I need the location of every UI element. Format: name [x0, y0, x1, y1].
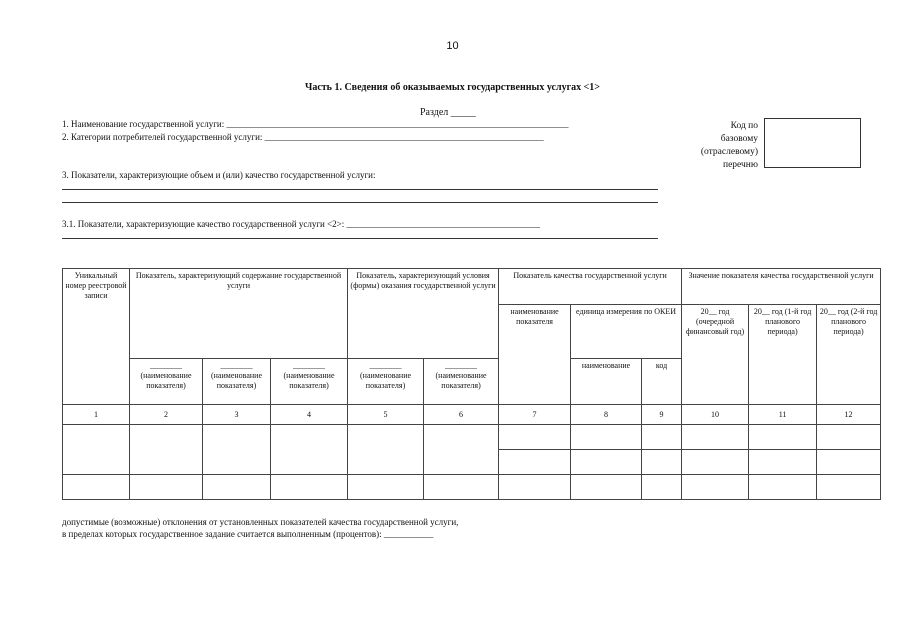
table-cell: [203, 475, 271, 500]
table-cell: [271, 425, 348, 475]
blank-line: [62, 238, 658, 239]
table-cell: [749, 450, 817, 475]
deviation-note-line: допустимые (возможные) отклонения от установленных показателей качества государственной услуги,: [62, 517, 459, 527]
table-cell: [571, 425, 642, 450]
table-cell: [682, 475, 749, 500]
blank-line: [62, 189, 658, 190]
header-conditions-indicator: Показатель, характеризующий условия (формы) оказания государственной услуги: [348, 269, 499, 359]
blank-underline: ________: [445, 361, 478, 370]
subheader-label: (наименование показателя): [140, 371, 192, 390]
service-name-field: 1. Наименование государственной услуги: ____________________________________________________________________________: [62, 119, 569, 129]
header-unit-code: код: [642, 359, 682, 405]
column-number: 11: [749, 405, 817, 425]
column-number: 4: [271, 405, 348, 425]
table-cell: [203, 425, 271, 475]
quality-indicators-field: 3.1. Показатели, характеризующие качество государственной услуги <2>: ___________________________________________: [62, 219, 541, 229]
subheader-indicator: [130, 359, 203, 405]
table-cell: [424, 475, 499, 500]
table-cell: [682, 450, 749, 475]
subheader-label: (наименование показателя): [210, 371, 262, 390]
page-number: 10: [446, 40, 459, 52]
table-cell: [499, 425, 571, 450]
deviation-note-line: в пределах которых государственное задание считается выполненным (процентов): ___________: [62, 529, 434, 539]
table-cell: [63, 475, 130, 500]
header-indicator-name: наименование показателя: [499, 305, 571, 405]
subheader-indicator: [424, 359, 499, 405]
table-cell: [642, 425, 682, 450]
section-label: Раздел _____: [420, 107, 476, 118]
table-cell: [682, 425, 749, 450]
header-year-2: 20__ год (1-й год планового периода): [749, 305, 817, 405]
table-cell: [817, 450, 881, 475]
column-number: 1: [63, 405, 130, 425]
code-label-line: Код по: [730, 121, 758, 131]
header-value: Значение показателя качества государственной услуги: [682, 269, 881, 305]
subheader-label: (наименование показателя): [283, 371, 335, 390]
column-number: 10: [682, 405, 749, 425]
subheader-label: (наименование показателя): [360, 371, 412, 390]
header-year-3: 20__ год (2-й год планового периода): [817, 305, 881, 405]
code-label-line: (отраслевому): [700, 147, 758, 157]
table-cell: [571, 475, 642, 500]
header-unit-name: наименование: [571, 359, 642, 405]
header-content-indicator: Показатель, характеризующий содержание государственной услуги: [130, 269, 348, 359]
column-number: 5: [348, 405, 424, 425]
indicators-heading: 3. Показатели, характеризующие объем и (или) качество государственной услуги:: [62, 170, 376, 180]
blank-underline: ________: [150, 361, 182, 370]
column-number: 6: [424, 405, 499, 425]
table-cell: [130, 475, 203, 500]
code-label-line: базовому: [720, 134, 758, 144]
table-cell: [749, 425, 817, 450]
blank-line: [62, 202, 658, 203]
table-cell: [63, 425, 130, 475]
table-cell: [817, 475, 881, 500]
code-label-line: перечню: [723, 160, 758, 170]
code-label: [690, 120, 758, 172]
column-number: 12: [817, 405, 881, 425]
blank-underline: ________: [369, 361, 402, 370]
column-number: 3: [203, 405, 271, 425]
header-unit: единица измерения по ОКЕИ: [571, 305, 682, 359]
blank-underline: ________: [293, 361, 326, 370]
header-unique-number: Уникальный номер реестровой записи: [63, 269, 130, 405]
table-cell: [348, 425, 424, 475]
indicators-table: [62, 268, 881, 500]
column-number: 7: [499, 405, 571, 425]
table-cell: [271, 475, 348, 500]
table-cell: [749, 475, 817, 500]
table-cell: [817, 425, 881, 450]
table-cell: [642, 450, 682, 475]
table-cell: [642, 475, 682, 500]
table-cell: [571, 450, 642, 475]
column-number: 9: [642, 405, 682, 425]
table-cell: [348, 475, 424, 500]
table-cell: [130, 425, 203, 475]
part-title: Часть 1. Сведения об оказываемых государственных услугах <1>: [304, 82, 601, 93]
subheader-indicator: [271, 359, 348, 405]
subheader-indicator: [348, 359, 424, 405]
blank-underline: ________: [220, 361, 253, 370]
column-number: 2: [130, 405, 203, 425]
header-quality-indicator: Показатель качества государственной услуги: [499, 269, 682, 305]
header-year-1: 20__ год (очередной финансовый год): [682, 305, 749, 405]
deviation-note: [62, 516, 458, 540]
subheader-label: (наименование показателя): [435, 371, 487, 390]
subheader-indicator: [203, 359, 271, 405]
table-cell: [499, 475, 571, 500]
table-cell: [499, 450, 571, 475]
consumer-categories-field: 2. Категории потребителей государственной услуги: ______________________________________________________________: [62, 132, 544, 142]
column-number: 8: [571, 405, 642, 425]
code-box: [764, 118, 861, 168]
table-cell: [424, 425, 499, 475]
